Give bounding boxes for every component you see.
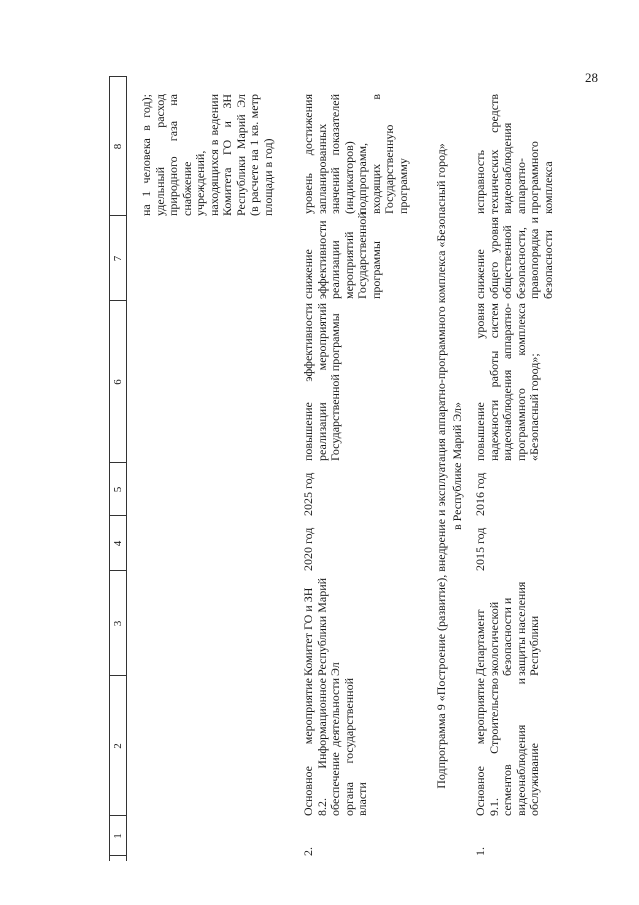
header-col-6: 6 (112, 379, 124, 385)
row1-number: 1. (473, 847, 487, 856)
rotated-table-page (0, 76, 639, 861)
subprogram-title-line1: Подпрограмма 9 «Построение (развитие), внедрение и эксплуатация аппаратно-программного комплекса «Безопасный город» (434, 143, 448, 789)
row2-executor: Комитет ГО и ЗН Республики Марий Эл (301, 577, 342, 676)
row1-consequence: снижение общего уровня общественной безопасности, правопорядка и безопасности (473, 217, 555, 299)
row2-number: 2. (301, 847, 315, 856)
row1-measure-name: Основное мероприятие 9.1. Строительство сегментов видеонаблюдения и обслуживание (473, 678, 541, 816)
row1-indicator-link: исправность технических средств видеонаблюдения аппаратно-программного комплекса (473, 94, 555, 214)
header-col-5: 5 (112, 486, 124, 493)
row2-consequence: снижение эффективности реализации мероприятий Государственной программы (301, 212, 383, 299)
row2-start-year: 2020 год (301, 527, 315, 571)
table-top-line (109, 76, 110, 861)
page-number: 28 (585, 70, 598, 85)
row1-expected-result: повышение уровня надежности работы систем видеонаблюдения аппаратно-программного комплекса «Безопасный город»; (473, 303, 541, 461)
row2-expected-result: повышение эффективности реализации мероприятий Государственной программы (301, 303, 342, 461)
header-col-7: 7 (112, 255, 124, 262)
row2-indicator-link: уровень достижения запланированных значений показателей (индикаторов) подпрограмм, входящих в Государственную программу (301, 94, 410, 214)
row2-end-year: 2025 год (301, 472, 315, 516)
row1-start-year: 2015 год (473, 527, 487, 571)
row1-end-year: 2016 год (473, 472, 487, 516)
header-col-1: 1 (112, 833, 124, 839)
header-col-8: 8 (112, 143, 124, 150)
row1-executor: Департамент экологической безопасности и защиты населения Республики (473, 581, 541, 676)
header-col-4: 4 (112, 540, 124, 547)
table-header-line (126, 76, 127, 861)
header-col-3: 3 (112, 620, 124, 627)
continuation-col8: на 1 человека в год); удельный расход природного газа на снабжение учреждений, находящихся в ведении Комитета ГО и ЗН Республики Марий Эл (в расчете на 1 кв. метр площади в год) (139, 94, 275, 216)
subprogram-title-line2: в Республике Марий Эл» (450, 401, 464, 531)
header-col-2: 2 (112, 743, 124, 749)
row2-measure-name: Основное мероприятие 8.2. Информационное обеспечение деятельности органа государственной власти (301, 678, 369, 816)
